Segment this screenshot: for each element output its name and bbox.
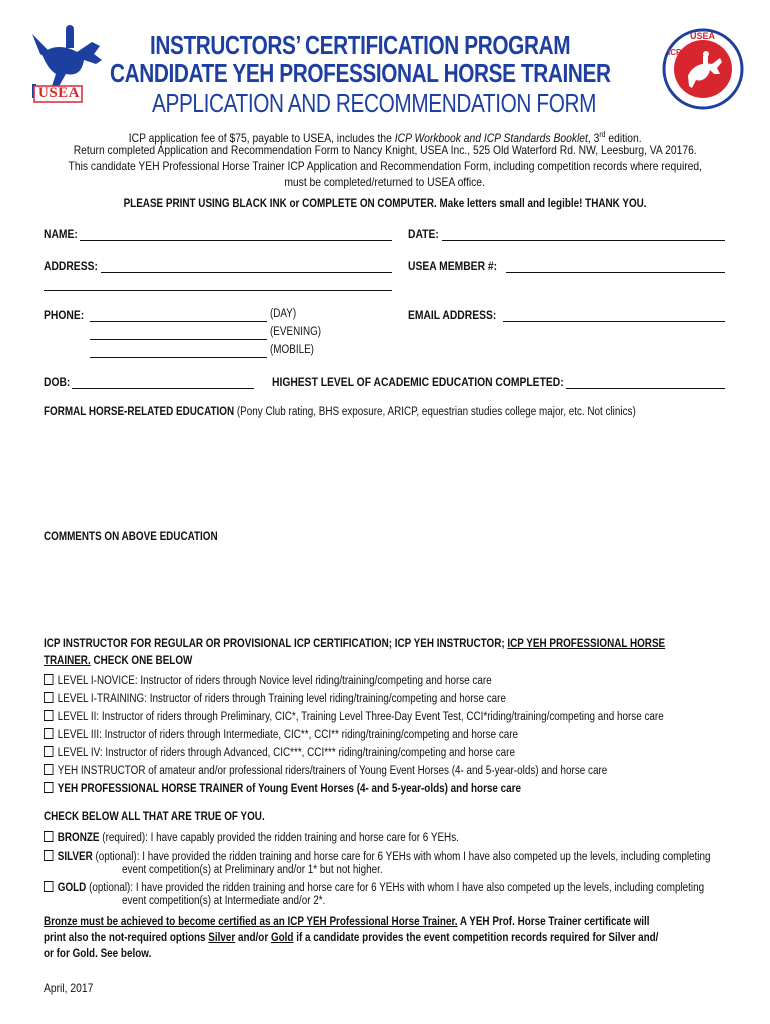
checkbox[interactable] — [44, 782, 53, 793]
education-heading: FORMAL HORSE-RELATED EDUCATION — [44, 406, 235, 418]
icp-round-logo — [662, 28, 744, 110]
intro-line-1: ICP application fee of $75, payable to USEA, includes the ICP Workbook and ICP Standards Booklet, 3rd edition. — [128, 130, 642, 145]
icp-logo-icp: ICP — [668, 48, 682, 57]
dob-input-line[interactable] — [72, 388, 254, 389]
date-input-line[interactable] — [442, 240, 725, 241]
level-option-level-2[interactable]: LEVEL II: Instructor of riders through Preliminary, CIC*, Training Level Three-Day Event Test, CCI*riding/training/competing and horse care — [44, 709, 664, 723]
member-label: USEA MEMBER #: — [408, 259, 498, 273]
gold-option-line-2: event competition(s) at Intermediate and/or 2*. — [122, 895, 326, 907]
level-option-novice[interactable]: LEVEL I-NOVICE: Instructor of riders through Novice level riding/training/competing and horse care — [44, 673, 492, 687]
email-input-line[interactable] — [503, 321, 725, 322]
usea-logo-text: USEA — [38, 85, 81, 101]
phone-evening-line[interactable] — [90, 339, 267, 340]
check-below-heading: CHECK BELOW ALL THAT ARE TRUE OF YOU. — [44, 811, 265, 823]
title-line-3: APPLICATION AND RECOMMENDATION FORM — [152, 88, 597, 118]
phone-label: PHONE: — [44, 308, 85, 322]
checkbox[interactable] — [44, 881, 53, 892]
name-input-line[interactable] — [80, 240, 392, 241]
level-option-level-3[interactable]: LEVEL III: Instructor of riders through Intermediate, CIC**, CCI** riding/training/competing and horse care — [44, 727, 518, 741]
bronze-option[interactable]: BRONZE (required): I have capably provided the ridden training and horse care for 6 YEHs. — [44, 830, 459, 844]
checkbox[interactable] — [44, 710, 53, 721]
checkbox[interactable] — [44, 746, 53, 757]
levels-heading-line-2: TRAINER. CHECK ONE BELOW — [44, 655, 193, 667]
level-option-training[interactable]: LEVEL I-TRAINING: Instructor of riders through Training level riding/training/competing and horse care — [44, 691, 506, 705]
checkbox[interactable] — [44, 831, 53, 842]
date-label: DATE: — [408, 227, 439, 241]
gold-option[interactable]: GOLD (optional): I have provided the ridden training and horse care for 6 YEHs with whom I have also competed up the levels, including completing — [44, 880, 704, 894]
dob-label: DOB: — [44, 375, 71, 389]
checkbox[interactable] — [44, 728, 53, 739]
address-label: ADDRESS: — [44, 259, 98, 273]
comments-heading: COMMENTS ON ABOVE EDUCATION — [44, 531, 218, 543]
silver-option[interactable]: SILVER (optional): I have provided the ridden training and horse care for 6 YEHs with whom I have also competed up the levels, including completing — [44, 849, 711, 863]
phone-mobile-label: (MOBILE) — [270, 344, 314, 356]
education-detail: (Pony Club rating, BHS exposure, ARICP, equestrian studies college major, etc. Not clinics) — [234, 406, 636, 418]
intro-line-2: Return completed Application and Recommendation Form to Nancy Knight, USEA Inc., 525 Old Waterford Rd. NW, Leesburg, VA 20176. — [73, 143, 697, 157]
education-line — [44, 406, 636, 418]
comments-answer-area[interactable] — [44, 548, 726, 628]
level-option-yeh-trainer[interactable]: YEH PROFESSIONAL HORSE TRAINER of Young Event Horses (4- and 5-year-olds) and horse care — [44, 781, 521, 795]
certificate-note-line-2: print also the not-required options Silver and/or Gold if a candidate provides the event competition records required for Silver and/ — [44, 932, 659, 944]
address-input-line[interactable] — [101, 272, 392, 273]
academic-label: HIGHEST LEVEL OF ACADEMIC EDUCATION COMPLETED: — [272, 375, 564, 389]
member-input-line[interactable] — [506, 272, 725, 273]
checkbox[interactable] — [44, 850, 53, 861]
revision-date: April, 2017 — [44, 981, 94, 995]
checkbox[interactable] — [44, 692, 53, 703]
icp-logo-usea: USEA — [690, 31, 716, 41]
checkbox[interactable] — [44, 764, 53, 775]
level-option-level-4[interactable]: LEVEL IV: Instructor of riders through Advanced, CIC***, CCI*** riding/training/competing and horse care — [44, 745, 515, 759]
phone-day-label: (DAY) — [270, 308, 297, 320]
intro-line-4: must be completed/returned to USEA office. — [284, 175, 486, 189]
level-option-yeh-instructor[interactable]: YEH INSTRUCTOR of amateur and/or professional riders/trainers of Young Event Horses (4- and 5-year-olds) and horse care — [44, 763, 607, 777]
phone-day-line[interactable] — [90, 321, 267, 322]
title-line-1: INSTRUCTORS’ CERTIFICATION PROGRAM — [150, 30, 571, 60]
certificate-note-line-1: Bronze must be achieved to become certified as an ICP YEH Professional Horse Trainer. A YEH Prof. Horse Trainer certificate will — [44, 916, 650, 928]
academic-input-line[interactable] — [566, 388, 725, 389]
levels-heading-line-1: ICP INSTRUCTOR FOR REGULAR OR PROVISIONAL ICP CERTIFICATION; ICP YEH INSTRUCTOR; ICP YEH PROFESSIONAL HORSE — [44, 638, 666, 650]
name-label: NAME: — [44, 227, 78, 241]
phone-evening-label: (EVENING) — [270, 326, 322, 338]
education-answer-area[interactable] — [44, 424, 726, 524]
title-line-2: CANDIDATE YEH PROFESSIONAL HORSE TRAINER — [110, 58, 611, 88]
email-label: EMAIL ADDRESS: — [408, 308, 497, 322]
print-note: PLEASE PRINT USING BLACK INK or COMPLETE ON COMPUTER. Make letters small and legible! THANK YOU. — [123, 198, 647, 210]
intro-line-3: This candidate YEH Professional Horse Trainer ICP Application and Recommendation Form, including competition records where required, — [68, 159, 702, 173]
address-input-line-2[interactable] — [44, 290, 392, 291]
silver-option-line-2: event competition(s) at Preliminary and/or 1* but not higher. — [122, 864, 383, 876]
phone-mobile-line[interactable] — [90, 357, 267, 358]
certificate-note-line-3: or for Gold. See below. — [44, 948, 152, 960]
checkbox[interactable] — [44, 674, 53, 685]
usea-logo-left — [22, 24, 117, 104]
